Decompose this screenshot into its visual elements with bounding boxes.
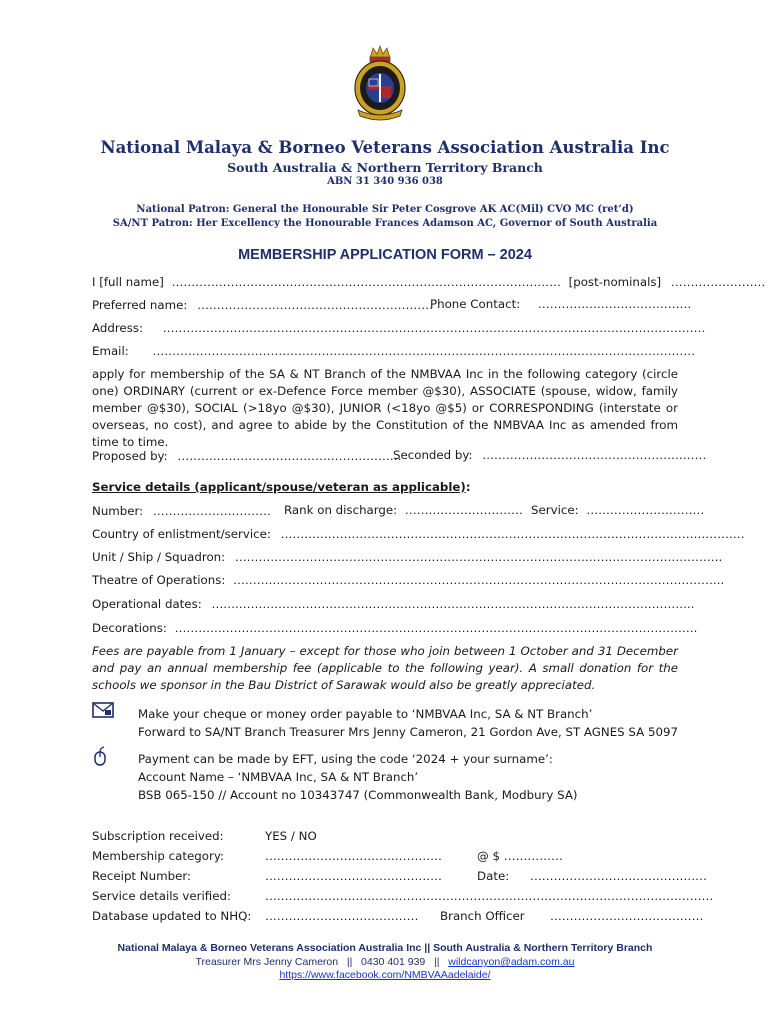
theatre-label: Theatre of Operations: bbox=[92, 573, 226, 587]
unit-field[interactable]: ……………………………………………………………………………………………………………. bbox=[234, 550, 723, 564]
unit-label: Unit / Ship / Squadron: bbox=[92, 550, 226, 564]
decorations-row bbox=[92, 620, 698, 636]
postnominals-field[interactable]: …………………… bbox=[670, 275, 766, 289]
preferred-name-field[interactable]: …………………………………………………… bbox=[197, 298, 434, 312]
category-label: Membership category: bbox=[92, 849, 224, 863]
branch-officer-field[interactable]: ………………………………… bbox=[550, 909, 704, 923]
theatre-row bbox=[92, 572, 725, 588]
envelope-icon bbox=[92, 702, 114, 718]
number-field[interactable]: ………………………… bbox=[152, 504, 271, 518]
rank-label: Rank on discharge: bbox=[284, 503, 398, 517]
branch-officer-label: Branch Officer bbox=[440, 909, 525, 923]
date-field[interactable]: ……………………………………… bbox=[530, 869, 707, 883]
footer-treasurer: Treasurer Mrs Jenny Cameron || 0430 401 939 || bbox=[195, 956, 449, 968]
verified-label: Service details verified: bbox=[92, 889, 231, 903]
verified-field[interactable]: …………………………………………………………………………………………………… bbox=[265, 889, 714, 903]
number-label: Number: bbox=[92, 504, 144, 518]
service-heading-text: Service details (applicant/spouse/veteran as applicable) bbox=[92, 480, 466, 494]
rank-row bbox=[284, 503, 523, 517]
footer-organisation: National Malaya & Borneo Veterans Association Australia Inc || South Australia & Northern Territory Branch bbox=[117, 942, 653, 954]
decorations-field[interactable]: ……………………………………………………………………………………………………………………. bbox=[174, 621, 698, 635]
cheque-instructions bbox=[138, 705, 678, 741]
footer-facebook-row bbox=[0, 969, 770, 981]
email-field[interactable]: ………………………………………………………………………………………………………………………… bbox=[152, 344, 696, 358]
organisation-name: National Malaya & Borneo Veterans Association Australia Inc bbox=[100, 138, 670, 157]
database-label: Database updated to NHQ: bbox=[92, 909, 252, 923]
receipt-field[interactable]: ……………………………………… bbox=[265, 869, 442, 883]
footer-email-link[interactable]: wildcanyon@adam.com.au bbox=[448, 956, 575, 968]
association-crest-logo bbox=[352, 44, 408, 122]
seconded-label: Seconded by: bbox=[393, 448, 473, 462]
category-field[interactable]: ……………………………………… bbox=[265, 849, 442, 863]
subscription-label: Subscription received: bbox=[92, 829, 224, 843]
seconded-row bbox=[393, 448, 706, 462]
cheque-line-1: Make your cheque or money order payable to ‘NMBVAA Inc, SA & NT Branch’ bbox=[138, 707, 593, 721]
service-field[interactable]: ………………………… bbox=[586, 503, 705, 517]
postnominals-label: [post-nominals] bbox=[568, 275, 662, 289]
eft-line-3: BSB 065-150 // Account no 10343747 (Commonwealth Bank, Modbury SA) bbox=[138, 788, 578, 802]
email-row bbox=[92, 343, 696, 359]
operational-dates-label: Operational dates: bbox=[92, 597, 202, 611]
country-row bbox=[92, 526, 745, 542]
address-label: Address: bbox=[92, 321, 143, 335]
computer-mouse-icon bbox=[92, 746, 108, 766]
fees-notice: Fees are payable from 1 January – except for those who join between 1 October and 31 December and pay an annual membership fee (applicable to the following year). A small donation for the schools we sponsor in the Bau District of Sarawak would also be greatly appreciated. bbox=[92, 644, 678, 692]
address-field[interactable]: ………………………………………………………………………………………………………………………… bbox=[162, 321, 706, 335]
full-name-field[interactable]: ……………………………………………………………………………………… bbox=[171, 275, 561, 289]
service-label: Service: bbox=[531, 503, 579, 517]
decorations-label: Decorations: bbox=[92, 621, 167, 635]
full-name-row bbox=[92, 274, 766, 290]
subscription-yes-no[interactable]: YES / NO bbox=[265, 829, 317, 843]
footer-contact bbox=[0, 956, 770, 968]
rank-field[interactable]: ………………………… bbox=[404, 503, 523, 517]
membership-application-text: apply for membership of the SA & NT Branch of the NMBVAA Inc in the following category (circle one) ORDINARY (current or ex-Defence Force member @$30), ASSOCIATE (spouse, widow, family member @$30), SOCIAL (>18yo @$30), JUNIOR (<18yo @$5) or CORRESPONDING (interstate or overseas, no cost), and agree to abide by the Constitution of the NMBVAA Inc as amended from time to time. bbox=[92, 367, 678, 449]
operational-dates-field[interactable]: …….…………………………………………………………………………………………………….. bbox=[211, 597, 695, 611]
proposed-label: Proposed by: bbox=[92, 449, 168, 463]
proposed-field[interactable]: ………………………………………………… bbox=[177, 449, 402, 463]
address-row bbox=[92, 320, 706, 336]
date-label: Date: bbox=[477, 869, 510, 883]
category-fee-field[interactable]: @ $ …………… bbox=[477, 849, 563, 863]
eft-line-2: Account Name – ‘NMBVAA Inc, SA & NT Branch’ bbox=[138, 770, 419, 784]
email-label: Email: bbox=[92, 344, 129, 358]
full-name-label: I [full name] bbox=[92, 275, 164, 289]
service-details-heading bbox=[92, 479, 678, 495]
phone-row bbox=[430, 297, 691, 311]
sant-patron: SA/NT Patron: Her Excellency the Honourable Frances Adamson AC, Governor of South Australia bbox=[112, 218, 658, 229]
service-heading-colon: : bbox=[465, 480, 471, 494]
receipt-label: Receipt Number: bbox=[92, 869, 191, 883]
preferred-name-label: Preferred name: bbox=[92, 298, 188, 312]
database-field[interactable]: ………………………………… bbox=[265, 909, 419, 923]
eft-line-1: Payment can be made by EFT, using the code ‘2024 + your surname’: bbox=[138, 752, 553, 766]
eft-instructions bbox=[138, 750, 578, 804]
phone-label: Phone Contact: bbox=[430, 297, 521, 311]
seconded-field[interactable]: ………………………………………………… bbox=[482, 448, 707, 462]
facebook-link[interactable]: https://www.facebook.com/NMBVAAadelaide/ bbox=[279, 969, 491, 981]
theatre-field[interactable]: …………………………………………………………………………………………………………….. bbox=[233, 573, 725, 587]
country-field[interactable]: ………………………………………………………………………………………………………. bbox=[280, 527, 745, 541]
unit-row bbox=[92, 549, 723, 565]
abn-number: ABN 31 340 936 038 bbox=[327, 176, 443, 187]
form-title: MEMBERSHIP APPLICATION FORM – 2024 bbox=[238, 247, 532, 263]
cheque-line-2: Forward to SA/NT Branch Treasurer Mrs Jenny Cameron, 21 Gordon Ave, ST AGNES SA 5097 bbox=[138, 725, 678, 739]
branch-name: South Australia & Northern Territory Branch bbox=[227, 160, 543, 175]
phone-field[interactable]: ………………………………… bbox=[537, 297, 692, 311]
operational-dates-row bbox=[92, 596, 695, 612]
service-row bbox=[531, 503, 704, 517]
country-label: Country of enlistment/service: bbox=[92, 527, 271, 541]
national-patron: National Patron: General the Honourable Sir Peter Cosgrove AK AC(Mil) CVO MC (ret’d) bbox=[136, 204, 634, 215]
